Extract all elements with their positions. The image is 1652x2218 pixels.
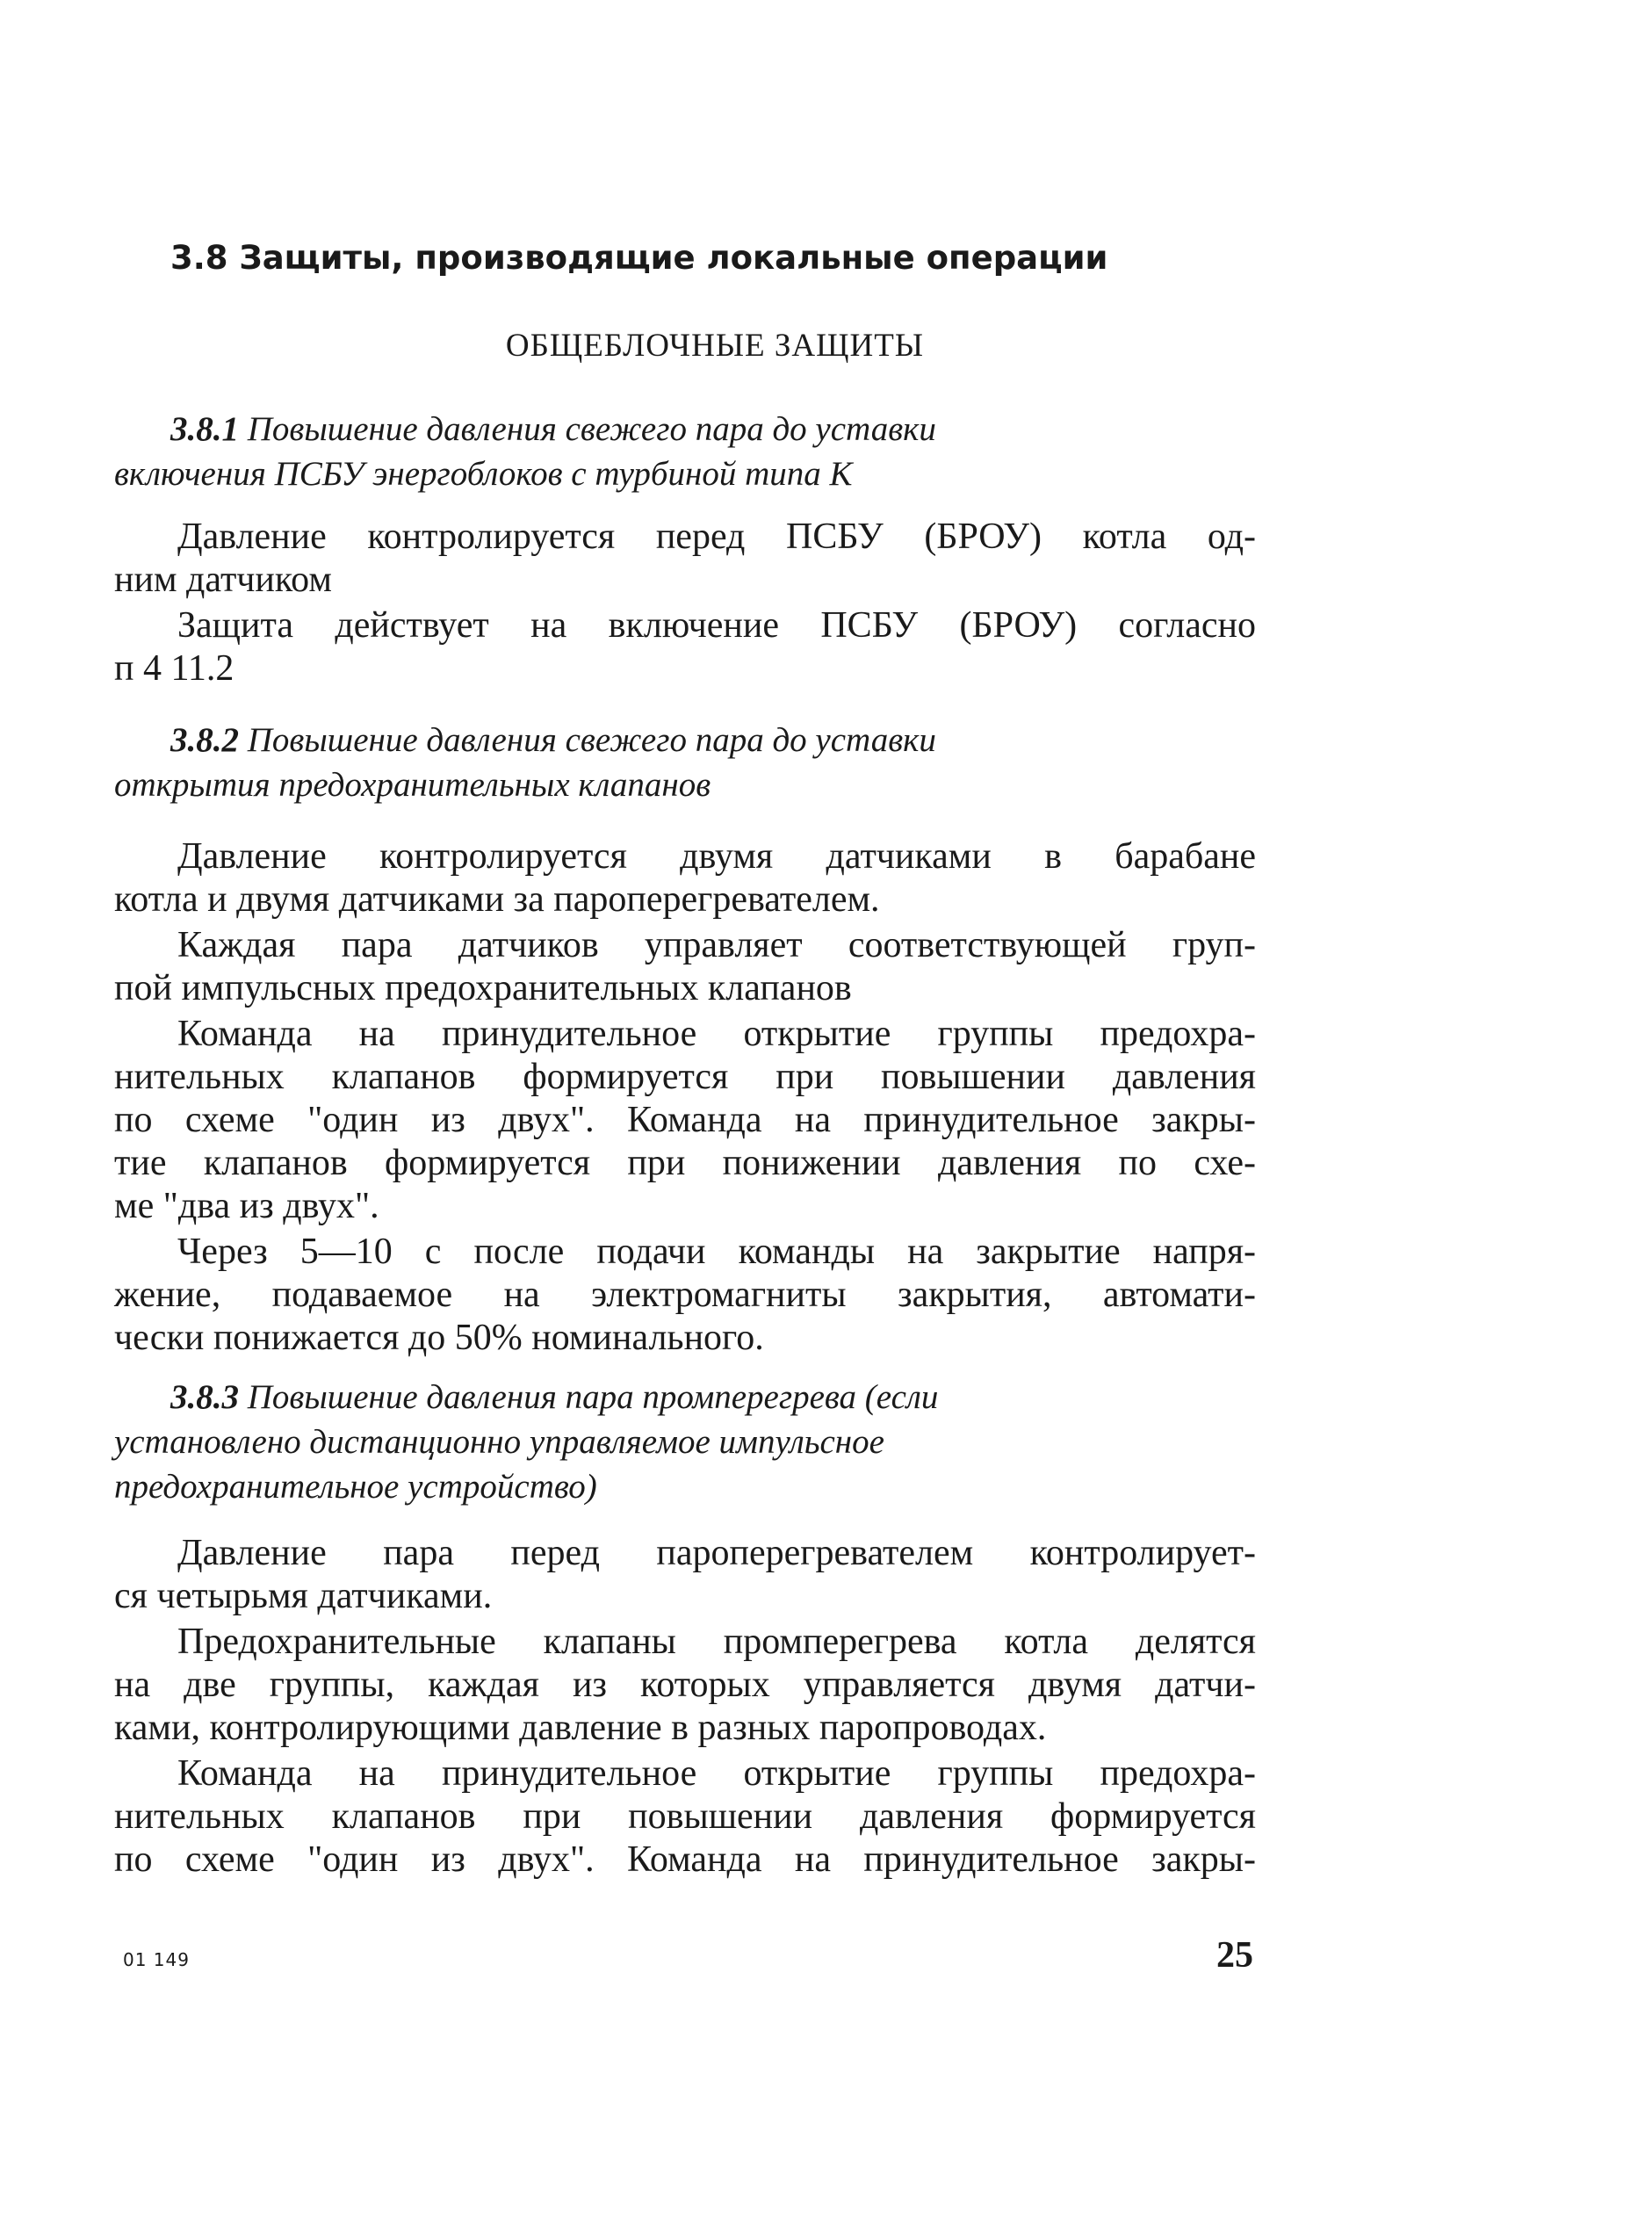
paragraph-line: Команда на принудительное открытие группы предохра- <box>177 1753 1256 1794</box>
paragraph <box>114 1231 1256 1360</box>
subsection-number: 3.8.2 <box>170 721 239 759</box>
paragraph-line: жение, подаваемое на электромагниты закрытия, автомати- <box>114 1275 1256 1315</box>
paragraph-line: чески понижается до 50% номинального. <box>114 1318 764 1358</box>
paragraph-line: Давление контролируется двумя датчиками в барабане <box>177 836 1256 877</box>
paragraph-line: п 4 11.2 <box>114 648 234 689</box>
paragraph-line: пой импульсных предохранительных клапанов <box>114 968 852 1008</box>
section-subtitle: ОБЩЕБЛОЧНЫЕ ЗАЩИТЫ <box>505 328 925 364</box>
heading-line: предохранительное устройство) <box>114 1468 597 1506</box>
paragraph <box>114 835 1256 921</box>
paragraph-line: ся четырьмя датчиками. <box>114 1576 493 1616</box>
paragraph-line: Давление пара перед пароперегревателем контролирует- <box>177 1533 1256 1573</box>
paragraph-line: Через 5—10 с после подачи команды на закрытие напря- <box>177 1232 1256 1272</box>
heading-line: установлено дистанционно управляемое импульсное <box>114 1423 884 1461</box>
paragraph-line: ним датчиком <box>114 560 332 600</box>
footer-code: 01 149 <box>123 1949 190 1970</box>
paragraph <box>114 604 1256 690</box>
heading-line: включения ПСБУ энергоблоков с турбиной типа К <box>114 455 853 493</box>
page-number: 25 <box>1216 1935 1253 1976</box>
subsection-heading <box>114 718 1256 807</box>
subsection-3-8-2 <box>114 718 1256 1362</box>
paragraph-line: на две группы, каждая из которых управляется двумя датчи- <box>114 1665 1256 1705</box>
paragraph-line: Каждая пара датчиков управляет соответствующей груп- <box>177 925 1256 965</box>
subsection-3-8-3 <box>114 1375 1256 1884</box>
subsection-heading <box>114 1375 1256 1509</box>
heading-line: Повышение давления пара промперегрева (если <box>247 1378 939 1416</box>
heading-line: Повышение давления свежего пара до уставки <box>247 721 936 759</box>
heading-line: Повышение давления свежего пара до уставки <box>247 410 936 448</box>
paragraph <box>114 1013 1256 1228</box>
paragraph-line: Защита действует на включение ПСБУ (БРОУ) согласно <box>177 605 1256 646</box>
paragraph-line: по схеме "один из двух". Команда на принудительное закры- <box>114 1839 1256 1880</box>
subsection-heading <box>114 407 1256 496</box>
paragraph-line: по схеме "один из двух". Команда на принудительное закры- <box>114 1100 1256 1140</box>
paragraph <box>114 924 1256 1010</box>
section-title: 3.8 Защиты, производящие локальные операции <box>170 239 1108 277</box>
paragraph <box>114 1752 1256 1882</box>
paragraph-line: Команда на принудительное открытие группы предохра- <box>177 1014 1256 1054</box>
paragraph-line: тие клапанов формируется при понижении давления по схе- <box>114 1143 1256 1183</box>
subsection-3-8-1 <box>114 407 1256 693</box>
subsection-number: 3.8.3 <box>170 1378 239 1416</box>
paragraph-line: нительных клапанов при повышении давления формируется <box>114 1796 1256 1837</box>
paragraph-line: Давление контролируется перед ПСБУ (БРОУ) котла од- <box>177 517 1256 557</box>
paragraph <box>114 516 1256 602</box>
paragraph <box>114 1621 1256 1750</box>
paragraph-line: ками, контролирующими давление в разных паропроводах. <box>114 1708 1047 1748</box>
paragraph-line: нительных клапанов формируется при повышении давления <box>114 1057 1256 1097</box>
paragraph <box>114 1532 1256 1618</box>
paragraph-line: ме "два из двух". <box>114 1186 379 1226</box>
heading-line: открытия предохранительных клапанов <box>114 766 711 804</box>
subsection-number: 3.8.1 <box>170 410 239 448</box>
paragraph-line: Предохранительные клапаны промперегрева котла делятся <box>177 1622 1256 1662</box>
paragraph-line: котла и двумя датчиками за пароперегревателем. <box>114 879 880 920</box>
